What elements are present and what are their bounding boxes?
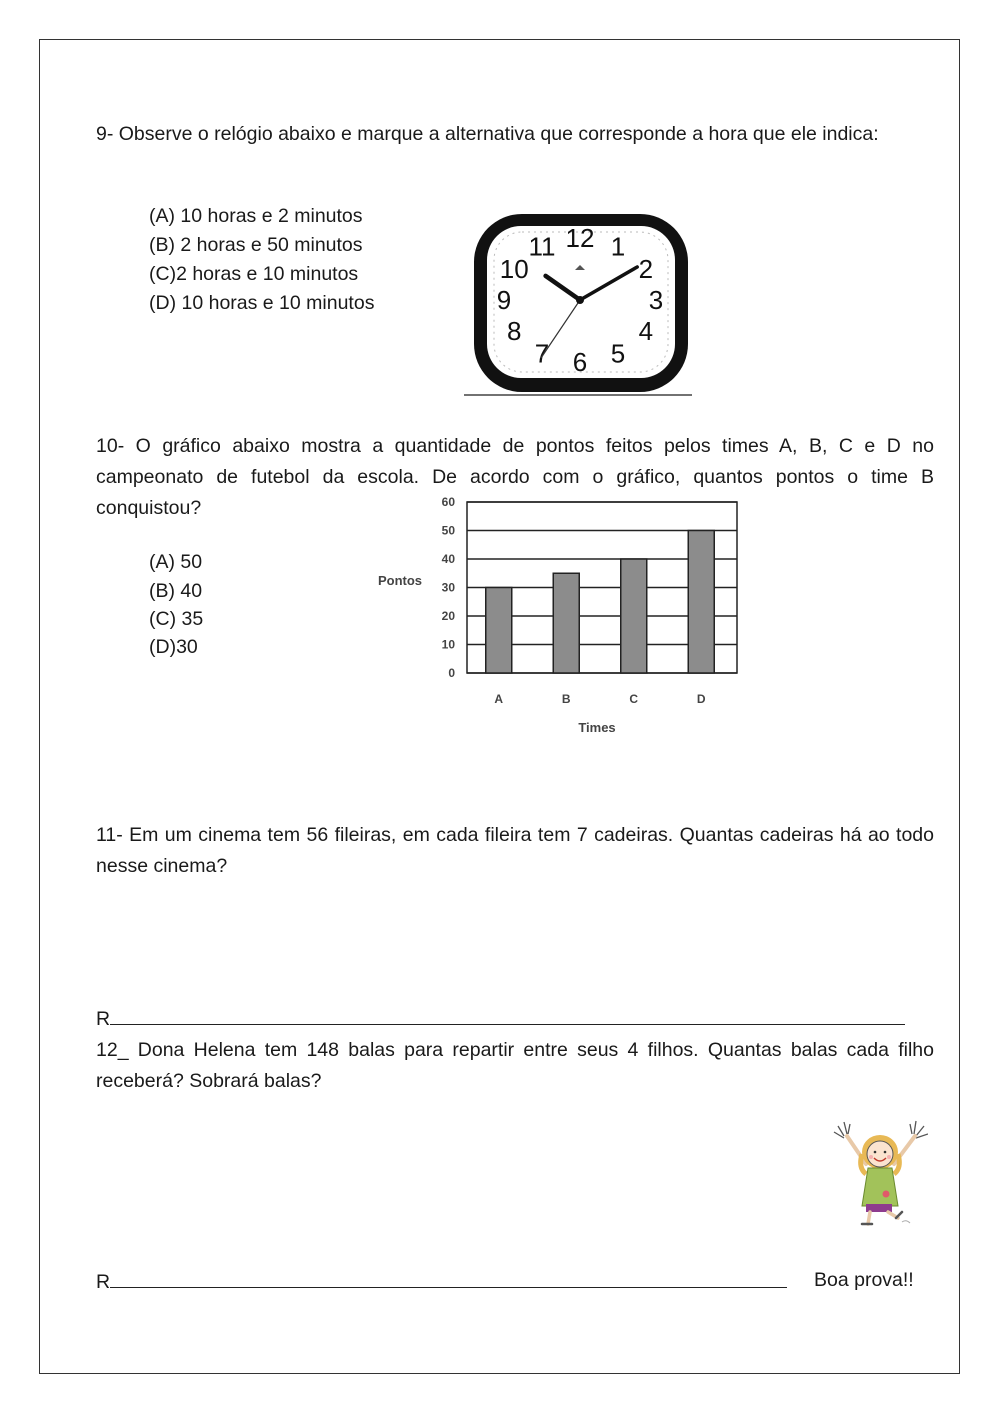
answer-prefix: R — [96, 1008, 111, 1030]
chart-y-tick-label: 0 — [448, 666, 455, 680]
chart-y-tick-label: 40 — [441, 552, 455, 566]
question-10-text: 10- O gráfico abaixo mostra a quantidade de pontos feitos pelos times A, B, C e D no campeonato de futebol da escola. De acordo com o gráfico, quantos pontos o time B conquistou? — [96, 435, 934, 519]
clock-number: 11 — [528, 231, 556, 262]
answer-blank[interactable] — [110, 1006, 905, 1025]
chart-x-tick-label: B — [561, 692, 571, 706]
answer-prefix: R — [96, 1271, 111, 1293]
clock-number: 4 — [638, 316, 654, 346]
clock-number: 3 — [648, 285, 664, 315]
question-12-answer-line[interactable] — [96, 1269, 787, 1294]
clock-number: 8 — [506, 316, 522, 346]
chart-x-tick-label: A — [494, 692, 504, 706]
clock-number: 2 — [638, 254, 654, 284]
clock-number: 1 — [610, 231, 626, 262]
chart-x-tick-label: D — [696, 692, 706, 706]
points-bar-chart — [370, 490, 750, 740]
girl-illustration — [832, 1118, 928, 1230]
chart-y-tick-label: 60 — [441, 495, 455, 509]
chart-x-tick-label: C — [629, 692, 639, 706]
clock-number: 12 — [565, 223, 595, 253]
clock-number: 10 — [499, 254, 529, 284]
chart-x-axis-label: Times — [578, 720, 616, 735]
chart-bar-a — [486, 588, 512, 674]
question-10-option-b[interactable]: (B) 40 — [149, 580, 203, 602]
clock-illustration — [462, 208, 698, 398]
chart-y-axis-label: Pontos — [377, 573, 423, 588]
chart-bar-c — [621, 559, 647, 673]
question-9-option-a[interactable]: (A) 10 horas e 2 minutos — [149, 205, 363, 227]
chart-bar-d — [688, 531, 714, 674]
question-10-option-c[interactable]: (C) 35 — [149, 608, 204, 630]
clock-number: 5 — [610, 338, 626, 369]
chart-y-tick-label: 30 — [441, 580, 455, 595]
chart-y-tick-label: 50 — [441, 523, 455, 538]
chart-bar-b — [553, 573, 579, 673]
clock-number: 6 — [572, 347, 588, 377]
question-9-option-b[interactable]: (B) 2 horas e 50 minutos — [149, 234, 363, 256]
question-10-option-a[interactable]: (A) 50 — [149, 551, 203, 573]
question-9-text: 9- Observe o relógio abaixo e marque a alternativa que corresponde a hora que ele indica: — [96, 123, 879, 145]
chart-y-tick-label: 20 — [441, 609, 455, 623]
question-12-text: 12_ Dona Helena tem 148 balas para repartir entre seus 4 filhos. Quantas balas cada filho receberá? Sobrará balas? — [96, 1039, 934, 1092]
answer-blank[interactable] — [110, 1269, 787, 1288]
question-10-option-d[interactable]: (D)30 — [149, 636, 198, 658]
clock-number: 7 — [534, 338, 550, 369]
clock-number: 9 — [496, 285, 512, 315]
question-11-answer-line[interactable] — [96, 1006, 905, 1031]
question-9-option-d[interactable]: (D) 10 horas e 10 minutos — [149, 292, 375, 314]
chart-y-tick-label: 10 — [441, 637, 455, 652]
question-11-text: 11- Em um cinema tem 56 fileiras, em cada fileira tem 7 cadeiras. Quantas cadeiras há ao todo nesse cinema? — [96, 824, 934, 877]
closing-message: Boa prova!! — [814, 1269, 914, 1291]
question-9-option-c[interactable]: (C)2 horas e 10 minutos — [149, 263, 359, 285]
